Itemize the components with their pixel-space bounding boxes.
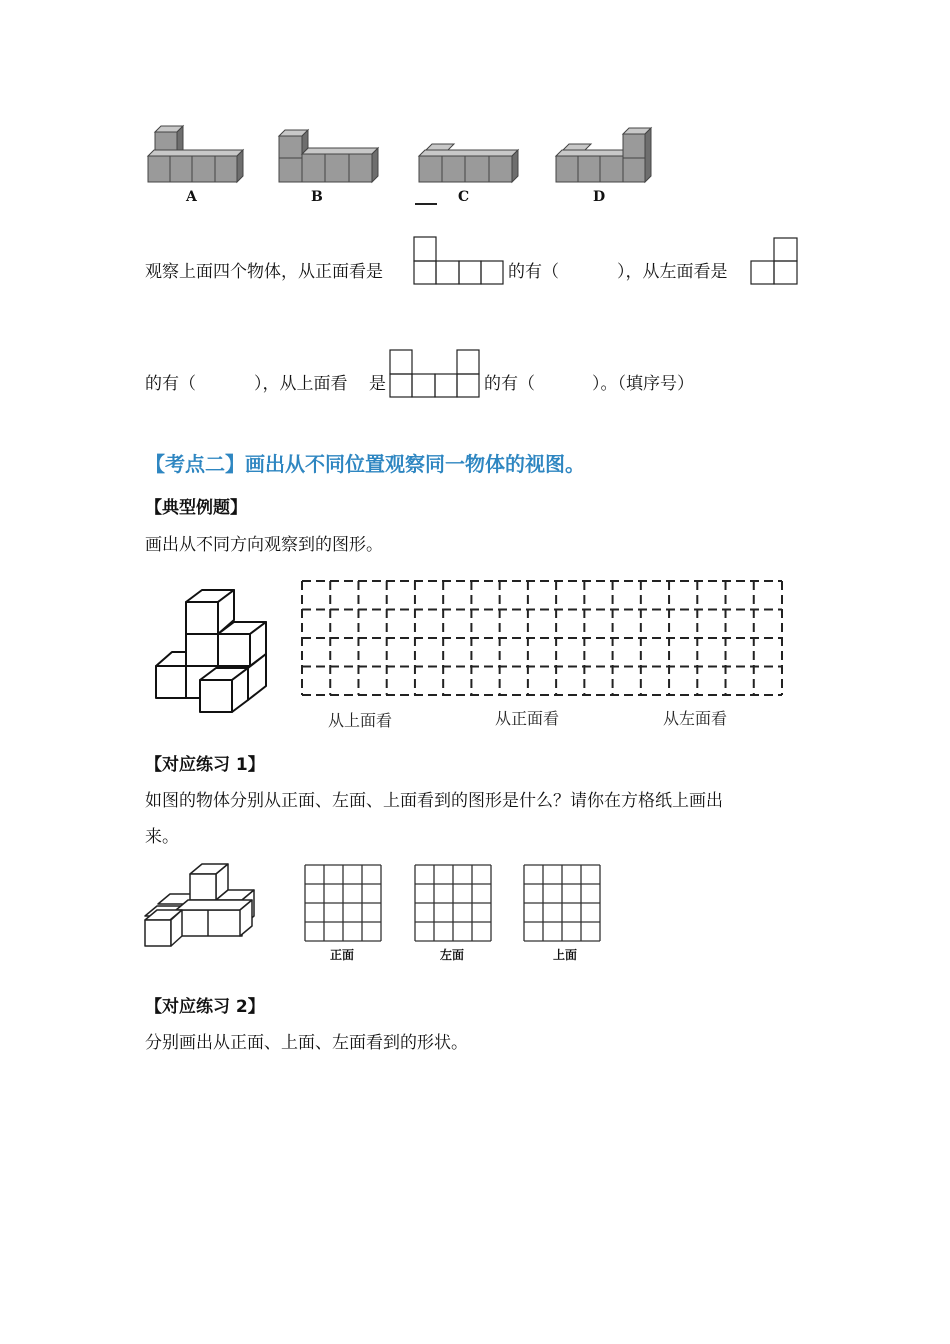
exercise1-cube-figure (142, 860, 270, 950)
left-view-shape (750, 237, 800, 287)
exercise1-label-top: 上面 (553, 948, 578, 962)
front-view-shape (413, 236, 505, 286)
question1-text-e2: 是 (369, 374, 386, 394)
grid-label-left: 从左面看 (663, 709, 728, 728)
figure-c-label: C (458, 189, 470, 205)
grid-label-top: 从上面看 (328, 711, 393, 730)
grid-label-front: 从正面看 (495, 709, 560, 728)
figure-d (553, 120, 658, 190)
exercise2-title: 【对应练习 2】 (145, 997, 265, 1017)
figure-d-label: D (593, 189, 606, 205)
figure-a (145, 120, 245, 190)
example-text: 画出从不同方向观察到的图形。 (145, 535, 383, 555)
question1-text-e: ），从上面看 (254, 374, 348, 394)
figure-a-label: A (186, 189, 197, 205)
exercise1-title: 【对应练习 1】 (145, 755, 265, 775)
question1-text-c: ），从左面看是 (617, 262, 728, 282)
question1-text-d: 的有（ (145, 374, 196, 394)
question1-text-b: 的有（ (508, 262, 559, 282)
section2-heading: 【考点二】画出从不同位置观察同一物体的视图。 (145, 452, 585, 476)
figure-c (416, 120, 521, 190)
exercise2-text: 分别画出从正面、上面、左面看到的形状。 (145, 1033, 468, 1053)
exercise1-text-line2: 来。 (145, 827, 179, 847)
question1-text-a: 观察上面四个物体，从正面看是 (145, 262, 383, 282)
exercise1-label-front: 正面 (330, 948, 355, 962)
example-dashed-grid (300, 579, 784, 699)
exercise1-label-left: 左面 (440, 948, 465, 962)
question1-text-g: ）。（填序号） (592, 374, 694, 394)
figure-b-label: B (311, 189, 323, 205)
exercise1-grid-top (523, 864, 601, 942)
top-view-shape (389, 349, 481, 399)
exercise1-grid-front (304, 864, 382, 942)
question1-text-f: 的有（ (484, 374, 535, 394)
exercise1-text-line1: 如图的物体分别从正面、左面、上面看到的图形是什么？请你在方格纸上画出 (145, 791, 723, 811)
exercise1-grid-left (414, 864, 492, 942)
example-cube-stack (154, 588, 274, 716)
example-title: 【典型例题】 (145, 498, 247, 518)
figure-c-underline (415, 203, 437, 205)
figure-b (276, 120, 381, 190)
